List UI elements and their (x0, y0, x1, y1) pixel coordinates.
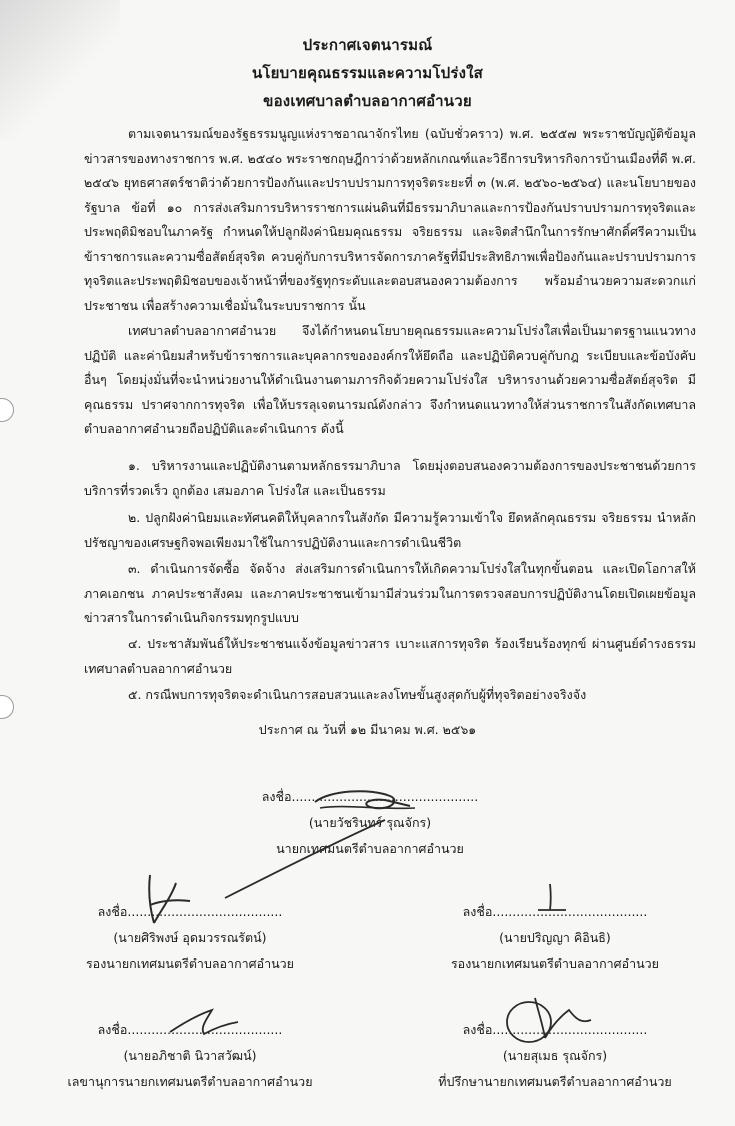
signature-line: ลงชื่อ....................................... (462, 904, 648, 919)
signer-name: (นายปริญญา คิอินธิ) (499, 930, 611, 945)
policy-item-2-text: ๒. ปลูกฝังค่านิยมและทัศนคติให้บุคลากรในสังกัด มีความรู้ความเข้าใจ ยึดหลักคุณธรรม จริยธรรม นำหลักปรัชญาของเศรษฐกิจพอเพียงมาใช้ในการปฏิบัติงานและการดำเนินชีวิต (84, 510, 696, 550)
announcement-date: ประกาศ ณ วันที่ ๑๒ มีนาคม พ.ศ. ๒๕๖๑ (258, 722, 477, 737)
signature-block-advisor (410, 1017, 700, 1095)
intro-paragraph (84, 122, 696, 318)
signature-line: ลงชื่อ....................................... (97, 1022, 283, 1037)
policy-item-5 (84, 683, 696, 708)
policy-item-4-text: ๔. ประชาสัมพันธ์ให้ประชาชนแจ้งข้อมูลข่าวสาร เบาะแสการทุจริต ร้องเรียนร้องทุกข์ ผ่านศูนย์ดำรงธรรมเทศบาลตำบลอากาศอำนวย (84, 636, 696, 676)
signature-block-mayor (230, 784, 510, 862)
policy-item-2 (84, 506, 696, 555)
policy-paragraph-text: เทศบาลตำบลอากาศอำนวย จึงได้กำหนดนโยบายคุณธรรมและความโปร่งใสเพื่อเป็นมาตรฐานแนวทางปฏิบัติ และค่านิยมสำหรับข้าราชการและบุคลากรขององค์กรให้ยึดถือ และปฏิบัติควบคู่กับกฎ ระเบียบและข้อบังคับอื่นๆ โดยมุ่งมั่นที่จะนำหน่วยงานให้ดำเนินงานตามภารกิจด้วยความโปร่งใส บริหารงานด้วยความซื่อสัตย์สุจริต มีคุณธรรม ปราศจากการทุจริต เพื่อให้บรรลุเจตนารมณ์ดังกล่าว จึงกำหนดแนวทางให้ส่วนราชการในสังกัดเทศบาลตำบลอากาศอำนวยถือปฏิบัติและดำเนินการ ดังนี้ (84, 323, 696, 436)
signer-name: (นายอภิชาติ นิวาสวัฒน์) (123, 1048, 257, 1063)
policy-item-1 (84, 454, 696, 503)
signature-block-deputy-mayor-2 (425, 899, 685, 977)
organization-title: ของเทศบาลตำบลอากาศอำนวย (263, 92, 472, 110)
punch-hole (0, 695, 14, 719)
signer-title: เลขานุการนายกเทศมนตรีตำบลอากาศอำนวย (67, 1074, 313, 1089)
punch-hole (0, 398, 14, 422)
signer-title: นายกเทศมนตรีตำบลอากาศอำนวย (276, 841, 464, 856)
signer-title: ที่ปรึกษานายกเทศมนตรีตำบลอากาศอำนวย (438, 1074, 672, 1089)
signature-block-deputy-mayor-1 (60, 899, 320, 977)
signature-line: ลงชื่อ....................................... (462, 1022, 648, 1037)
intro-paragraph-text: ตามเจตนารมณ์ของรัฐธรรมนูญแห่งราชอาณาจักรไทย (ฉบับชั่วคราว) พ.ศ. ๒๕๕๗ พระราชบัญญัติข้อมูลข่าวสารของทางราชการ พ.ศ. ๒๕๔๐ พระราชกฤษฎีกาว่าด้วยหลักเกณฑ์และวิธีการบริหารกิจการบ้านเมืองที่ดี พ.ศ. ๒๕๔๖ ยุทธศาสตร์ชาติว่าด้วยการป้องกันและปราบปรามการทุจริตระยะที่ ๓ (พ.ศ. ๒๕๖๐-๒๕๖๔) และนโยบายของรัฐบาล ข้อที่ ๑๐ การส่งเสริมการบริหารราชการแผ่นดินที่มีธรรมาภิบาลและการป้องกันปราบปรามการทุจริตและประพฤติมิชอบในภาครัฐ กำหนดให้ปลูกฝังค่านิยมคุณธรรม จริยธรรม และจิตสำนึกในการรักษาศักดิ์ศรีความเป็นข้าราชการและความซื่อสัตย์สุจริต ควบคู่กับการบริหารจัดการภาครัฐที่มีประสิทธิภาพเพื่อป้องกันและปราบปรามการทุจริตและประพฤติมิชอบของเจ้าหน้าที่ของรัฐทุกระดับและตอบสนองความต้องการ พร้อมอำนวยความสะดวกแก่ประชาชน เพื่อสร้างความเชื่อมั่นในระบบราชการ นั้น (84, 126, 696, 313)
signer-name: (นายศิริพงษ์ อุดมวรรณรัตน์) (113, 930, 267, 945)
signer-title: รองนายกเทศมนตรีตำบลอากาศอำนวย (85, 956, 295, 971)
signature-line: ลงชื่อ....................................... (97, 904, 283, 919)
announcement-title: ประกาศเจตนารมณ์ (302, 36, 433, 54)
policy-item-4 (84, 632, 696, 681)
policy-paragraph (84, 319, 696, 442)
policy-item-1-text: ๑. บริหารงานและปฏิบัติงานตามหลักธรรมาภิบาล โดยมุ่งตอบสนองความต้องการของประชาชนด้วยการบริการที่รวดเร็ว ถูกต้อง เสมอภาค โปร่งใส และเป็นธรรม (84, 458, 696, 498)
signature-line: ลงชื่อ............................................... (261, 789, 479, 804)
signer-name: (นายวัชรินทร์ รุณจักร) (308, 815, 432, 830)
signer-name: (นายสุเมธ รุณจักร) (502, 1048, 608, 1063)
signature-block-secretary (45, 1017, 335, 1095)
policy-item-5-text: ๕. กรณีพบการทุจริตจะดำเนินการสอบสวนและลงโทษขั้นสูงสุดกับผู้ที่ทุจริตอย่างจริงจัง (128, 687, 587, 702)
signer-title: รองนายกเทศมนตรีตำบลอากาศอำนวย (450, 956, 660, 971)
policy-title: นโยบายคุณธรรมและความโปร่งใส (251, 64, 484, 82)
policy-item-3 (84, 557, 696, 631)
policy-item-3-text: ๓. ดำเนินการจัดซื้อ จัดจ้าง ส่งเสริมการดำเนินการให้เกิดความโปร่งใสในทุกขั้นตอน และเปิดโอกาสให้ภาคเอกชน ภาคประชาสังคม และภาคประชาชนเข้ามามีส่วนร่วมในการตรวจสอบการปฏิบัติงานโดยเปิดเผยข้อมูลข่าวสารในการดำเนินกิจกรรมทุกรูปแบบ (84, 561, 696, 625)
